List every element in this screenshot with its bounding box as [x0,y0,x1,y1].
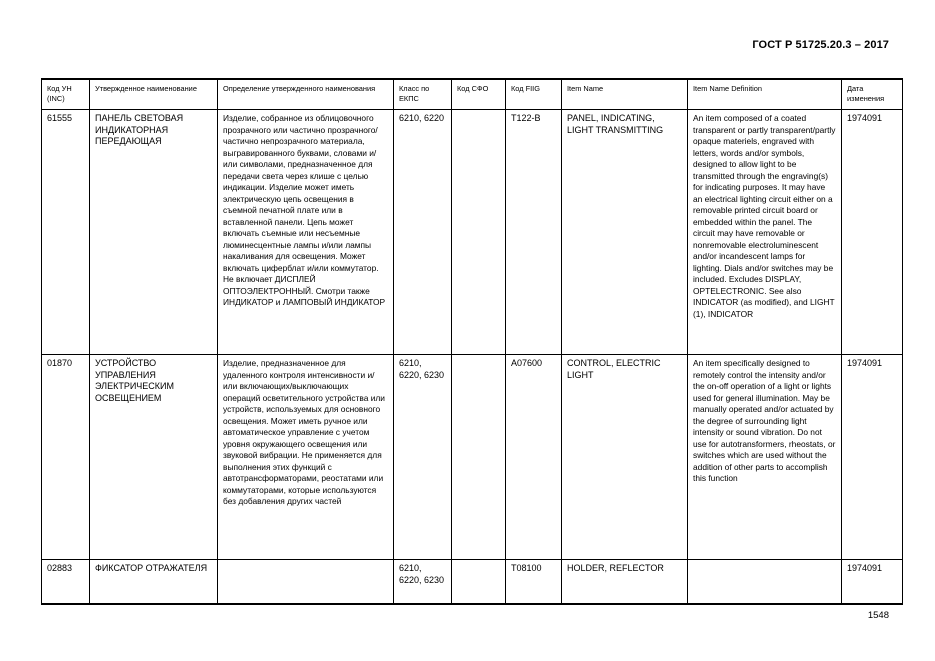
cell-name-ru: УСТРОЙСТВО УПРАВЛЕНИЯ ЭЛЕКТРИЧЕСКИМ ОСВЕЩЕНИЕМ [90,355,218,560]
col-header-item-name: Item Name [562,79,688,110]
cell-fiig-code: T08100 [506,560,562,604]
cell-sfo-code [452,110,506,355]
col-header-fiig-code: Код FIIG [506,79,562,110]
cell-name-ru: ФИКСАТОР ОТРАЖАТЕЛЯ [90,560,218,604]
document-code: ГОСТ Р 51725.20.3 – 2017 [752,39,889,51]
cell-item-name: HOLDER, REFLECTOR [562,560,688,604]
classification-table [41,78,903,605]
cell-fiig-code: T122-B [506,110,562,355]
cell-change-date: 1974091 [842,110,903,355]
page-number: 1548 [867,610,889,621]
cell-definition-ru [218,560,394,604]
cell-ekps-class: 6210, 6220, 6230 [394,560,452,604]
col-header-inc: Код УН (INC) [42,79,90,110]
cell-definition-ru: Изделие, предназначенное для удаленного контроля интенсивности и/или включающих/выключающих операций осветительного устройства или устройств, используемых для основного освещения. Может иметь ручное или автоматическое управление с учетом уровня окружающего освещения или звуковой вибрации. Не применяется для выполнения этих функций с автотрансформаторами, реостатами или коммутаторами, которые используются без добавления других частей [218,355,394,560]
cell-item-definition: An item specifically designed to remotely control the intensity and/or the on-off operation of a light or lights used for general illumination. May be manually operated and/or actuated by the degree of surrounding light intensity or sound vibration. Do not use for autotransformers, rheostats, or switches which are used without the addition of other parts to accomplish this function [688,355,842,560]
cell-fiig-code: A07600 [506,355,562,560]
table-header-row [42,79,903,110]
cell-ekps-class: 6210, 6220 [394,110,452,355]
cell-ekps-class: 6210, 6220, 6230 [394,355,452,560]
col-header-sfo-code: Код СФО [452,79,506,110]
col-header-definition-ru: Определение утвержденного наименования [218,79,394,110]
cell-sfo-code [452,355,506,560]
cell-name-ru: ПАНЕЛЬ СВЕТОВАЯ ИНДИКАТОРНАЯ ПЕРЕДАЮЩАЯ [90,110,218,355]
table-row [42,560,903,604]
cell-item-definition: An item composed of a coated transparent or partly transparent/partly opaque materiels, engraved with letters, words and/or symbols, designed to allow light to be transmitted through the engraving(s) for indicating purposes. It may have an electrical lighting circuit either on a removable printed circuit board or embedded within the panel. The circuit may have removable or nonremovable electroluminescent and/or incandescent lamps for lighting. Dials and/or switches may be included. Excludes DISPLAY, OPTELECTRONIC. See also INDICATOR (as modified), and LIGHT (1), INDICATOR [688,110,842,355]
table-row [42,110,903,355]
col-header-name-ru: Утвержденное наименование [90,79,218,110]
cell-item-definition [688,560,842,604]
cell-change-date: 1974091 [842,355,903,560]
cell-item-name: CONTROL, ELECTRIC LIGHT [562,355,688,560]
cell-inc: 02883 [42,560,90,604]
col-header-item-definition: Item Name Definition [688,79,842,110]
col-header-change-date: Дата изменения [842,79,903,110]
col-header-ekps-class: Класс по ЕКПС [394,79,452,110]
table-row [42,355,903,560]
cell-inc: 61555 [42,110,90,355]
cell-definition-ru: Изделие, собранное из облицовочного прозрачного или частично прозрачного/частично непрозрачного материала, выгравированного буквами, словами и/или символами, предназначенное для передачи света через клише с целью индикации. Изделие может иметь электрическую цепь освещения в съемной печатной плате или в вставленной панели. Цепь может включать съемные или несъемные люминесцентные лампы и/или лампы накаливания для освещения. Может включать циферблат и/или коммутатор. Не включает ДИСПЛЕЙ ОПТОЭЛЕКТРОННЫЙ. Смотри также ИНДИКАТОР и ЛАМПОВЫЙ ИНДИКАТОР [218,110,394,355]
cell-inc: 01870 [42,355,90,560]
cell-change-date: 1974091 [842,560,903,604]
cell-sfo-code [452,560,506,604]
cell-item-name: PANEL, INDICATING, LIGHT TRANSMITTING [562,110,688,355]
